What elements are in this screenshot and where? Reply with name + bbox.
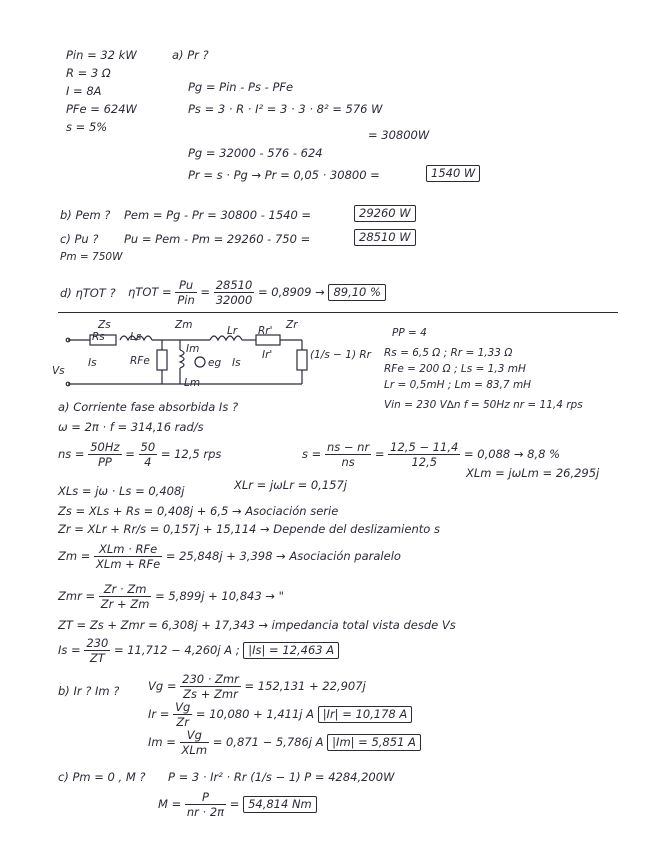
torque-num: P bbox=[185, 790, 226, 805]
eta-den: Pin bbox=[177, 293, 195, 307]
ir-den: Zr bbox=[176, 715, 189, 729]
slip-num2: 12,5 − 11,4 bbox=[390, 440, 459, 454]
zm-num: XLm · RFe bbox=[94, 542, 162, 557]
part2-b-label: b) Ir ? Im ? bbox=[58, 684, 120, 698]
given-pfe: PFe = 624W bbox=[66, 102, 137, 116]
vg-expression bbox=[148, 672, 366, 701]
eta-den2: 32000 bbox=[215, 293, 253, 307]
is-fraction bbox=[84, 636, 110, 665]
label-ir: Ir' bbox=[262, 349, 273, 361]
given-i: I = 8A bbox=[66, 84, 102, 98]
eta-fraction-2 bbox=[214, 278, 255, 307]
vg-num: 230 · Zmr bbox=[182, 672, 239, 686]
label-eg: eg bbox=[208, 357, 222, 369]
ir-lhs: Ir = bbox=[148, 707, 170, 721]
given-pm: Pm = 750W bbox=[60, 251, 123, 263]
pu-calc: Pu = Pem - Pm = 29260 - 750 = bbox=[124, 232, 311, 246]
label-is-right: Is bbox=[232, 357, 241, 369]
vg-den: Zs + Zmr bbox=[183, 687, 238, 701]
xls-calc: XLs = jω · Ls = 0,408j bbox=[58, 484, 185, 498]
param-line2: RFe = 200 Ω ; Ls = 1,3 mH bbox=[384, 363, 526, 375]
slip-fraction-1 bbox=[325, 440, 371, 469]
ns-eq: = bbox=[125, 447, 135, 461]
ns-fraction-1 bbox=[88, 440, 121, 469]
is-den: ZT bbox=[89, 651, 105, 665]
param-line4: Vin = 230 V∆n f = 50Hz nr = 11,4 rps bbox=[384, 399, 583, 411]
pg-result: = 30800W bbox=[368, 128, 430, 142]
eta-calc: = 0,8909 → bbox=[257, 285, 325, 299]
slip-den: ns bbox=[341, 455, 355, 469]
part1-b-label: b) Pem ? bbox=[60, 208, 111, 222]
zm-den: XLm + RFe bbox=[96, 557, 161, 571]
eta-num: Pu bbox=[175, 278, 196, 293]
ns-num2: 50 bbox=[140, 440, 156, 454]
label-is-left: Is bbox=[88, 357, 97, 369]
eta-result: 89,10 % bbox=[328, 284, 386, 301]
label-lr: Lr bbox=[227, 325, 238, 337]
slip-lhs: s = bbox=[302, 447, 322, 461]
given-pin: Pin = 32 kW bbox=[66, 48, 137, 62]
is-lhs: Is = bbox=[58, 643, 81, 657]
param-line3: Lr = 0,5mH ; Lm = 83,7 mH bbox=[384, 379, 532, 391]
pr-result: 1540 W bbox=[426, 165, 480, 182]
pu-result: 28510 W bbox=[354, 229, 416, 246]
slip-calc: = 0,088 → 8,8 % bbox=[463, 447, 561, 461]
ns-expression bbox=[58, 440, 221, 469]
param-line1: Rs = 6,5 Ω ; Rr = 1,33 Ω bbox=[384, 347, 513, 359]
im-calc: = 0,871 − 5,786j A bbox=[212, 735, 324, 749]
part1-a-label: a) Pr ? bbox=[172, 48, 209, 62]
torque-expression bbox=[158, 790, 317, 819]
ns-lhs: ns = bbox=[58, 447, 85, 461]
zm-calc: = 25,848j + 3,398 → Asociación paralelo bbox=[165, 549, 401, 563]
label-im: Im bbox=[186, 343, 200, 355]
im-lhs: Im = bbox=[148, 735, 176, 749]
ir-result: |Ir| = 10,178 A bbox=[318, 706, 413, 723]
part1-c-label: c) Pu ? bbox=[60, 232, 99, 246]
im-expression bbox=[148, 728, 421, 757]
pem-result: 29260 W bbox=[354, 205, 416, 222]
ns-den: PP bbox=[97, 455, 112, 469]
pg-formula: Pg = Pin - Ps - PFe bbox=[188, 80, 294, 94]
zm-expression bbox=[58, 542, 401, 571]
ns-den2: 4 bbox=[144, 455, 152, 469]
ir-fraction bbox=[173, 700, 192, 729]
ir-calc: = 10,080 + 1,411j A bbox=[195, 707, 315, 721]
ps-formula: Ps = 3 · R · I² = 3 · 3 · 8² = 576 W bbox=[188, 102, 383, 116]
given-s: s = 5% bbox=[66, 120, 108, 134]
given-r: R = 3 Ω bbox=[66, 66, 111, 80]
slip-fraction-2 bbox=[388, 440, 460, 469]
slip-num: ns − nr bbox=[326, 440, 370, 454]
label-load: (1/s − 1) Rr bbox=[310, 349, 371, 361]
slip-expression bbox=[302, 440, 560, 469]
xlm-calc: XLm = jωLm = 26,295j bbox=[466, 466, 600, 480]
eta-fraction-1 bbox=[175, 278, 196, 307]
is-result: |Is| = 12,463 A bbox=[243, 642, 339, 659]
ns-num: 50Hz bbox=[90, 440, 120, 454]
slip-den2: 12,5 bbox=[411, 455, 438, 469]
zr-calc: Zr = XLr + Rr/s = 0,157j + 15,114 → Depende del deslizamiento s bbox=[58, 522, 440, 536]
eta-lhs: ηTOT = bbox=[128, 285, 172, 299]
zm-fraction bbox=[94, 542, 162, 571]
zmr-den: Zr + Zm bbox=[100, 597, 150, 611]
label-vs: Vs bbox=[52, 365, 65, 377]
eta-num2: 28510 bbox=[215, 278, 253, 292]
part2-c-label: c) Pm = 0 , M ? bbox=[58, 770, 146, 784]
im-num: Vg bbox=[180, 728, 210, 743]
section-divider bbox=[58, 312, 618, 313]
pr-calc: Pr = s · Pg → Pr = 0,05 · 30800 = bbox=[188, 168, 380, 182]
label-zs: Zs bbox=[98, 319, 111, 331]
eta-eq: = bbox=[200, 285, 211, 299]
zmr-num: Zr · Zm bbox=[99, 582, 152, 597]
label-rs: Rs bbox=[92, 331, 105, 343]
vg-fraction bbox=[180, 672, 241, 701]
torque-result: 54,814 Nm bbox=[243, 796, 317, 813]
im-fraction bbox=[180, 728, 210, 757]
vg-lhs: Vg = bbox=[148, 679, 177, 693]
torque-den: nr · 2π bbox=[186, 805, 225, 819]
xlr-calc: XLr = jωLr = 0,157j bbox=[234, 478, 347, 492]
label-lm: Lm bbox=[184, 377, 201, 389]
zm-lhs: Zm = bbox=[58, 549, 91, 563]
power-calc: P = 3 · Ir² · Rr (1/s − 1) P = 4284,200W bbox=[168, 770, 395, 784]
ir-expression bbox=[148, 700, 412, 729]
label-rfe: RFe bbox=[130, 355, 150, 367]
part1-d-label: d) ηTOT ? bbox=[60, 286, 116, 300]
ns-calc: = 12,5 rps bbox=[160, 447, 222, 461]
zs-calc: Zs = XLs + Rs = 0,408j + 6,5 → Asociación serie bbox=[58, 504, 339, 518]
is-expression bbox=[58, 636, 339, 665]
omega-calc: ω = 2π · f = 314,16 rad/s bbox=[58, 420, 204, 434]
is-num: 230 bbox=[86, 636, 109, 650]
zmr-expression bbox=[58, 582, 284, 611]
eta-expression bbox=[128, 278, 386, 307]
slip-eq: = bbox=[374, 447, 385, 461]
param-pp: PP = 4 bbox=[392, 327, 427, 339]
pem-calc: Pem = Pg - Pr = 30800 - 1540 = bbox=[124, 208, 312, 222]
im-result: |Im| = 5,851 A bbox=[327, 734, 421, 751]
zmr-calc: = 5,899j + 10,843 → " bbox=[155, 589, 284, 603]
is-calc: = 11,712 − 4,260j A ; bbox=[113, 643, 240, 657]
part2-a-label: a) Corriente fase absorbida Is ? bbox=[58, 400, 239, 414]
ns-fraction-2 bbox=[139, 440, 158, 469]
vg-calc: = 152,131 + 22,907j bbox=[244, 679, 366, 693]
zt-calc: ZT = Zs + Zmr = 6,308j + 17,343 → impedancia total vista desde Vs bbox=[58, 618, 456, 632]
torque-eq: = bbox=[229, 797, 240, 811]
torque-fraction bbox=[185, 790, 226, 819]
torque-lhs: M = bbox=[158, 797, 182, 811]
label-zr: Zr bbox=[286, 319, 298, 331]
label-ls: Ls bbox=[130, 331, 142, 343]
zmr-lhs: Zmr = bbox=[58, 589, 96, 603]
ir-num: Vg bbox=[175, 700, 191, 714]
im-den: XLm bbox=[181, 743, 208, 757]
zmr-fraction bbox=[99, 582, 152, 611]
label-rr: Rr' bbox=[258, 325, 273, 337]
label-zm: Zm bbox=[175, 319, 193, 331]
pg-calc: Pg = 32000 - 576 - 624 bbox=[188, 146, 323, 160]
